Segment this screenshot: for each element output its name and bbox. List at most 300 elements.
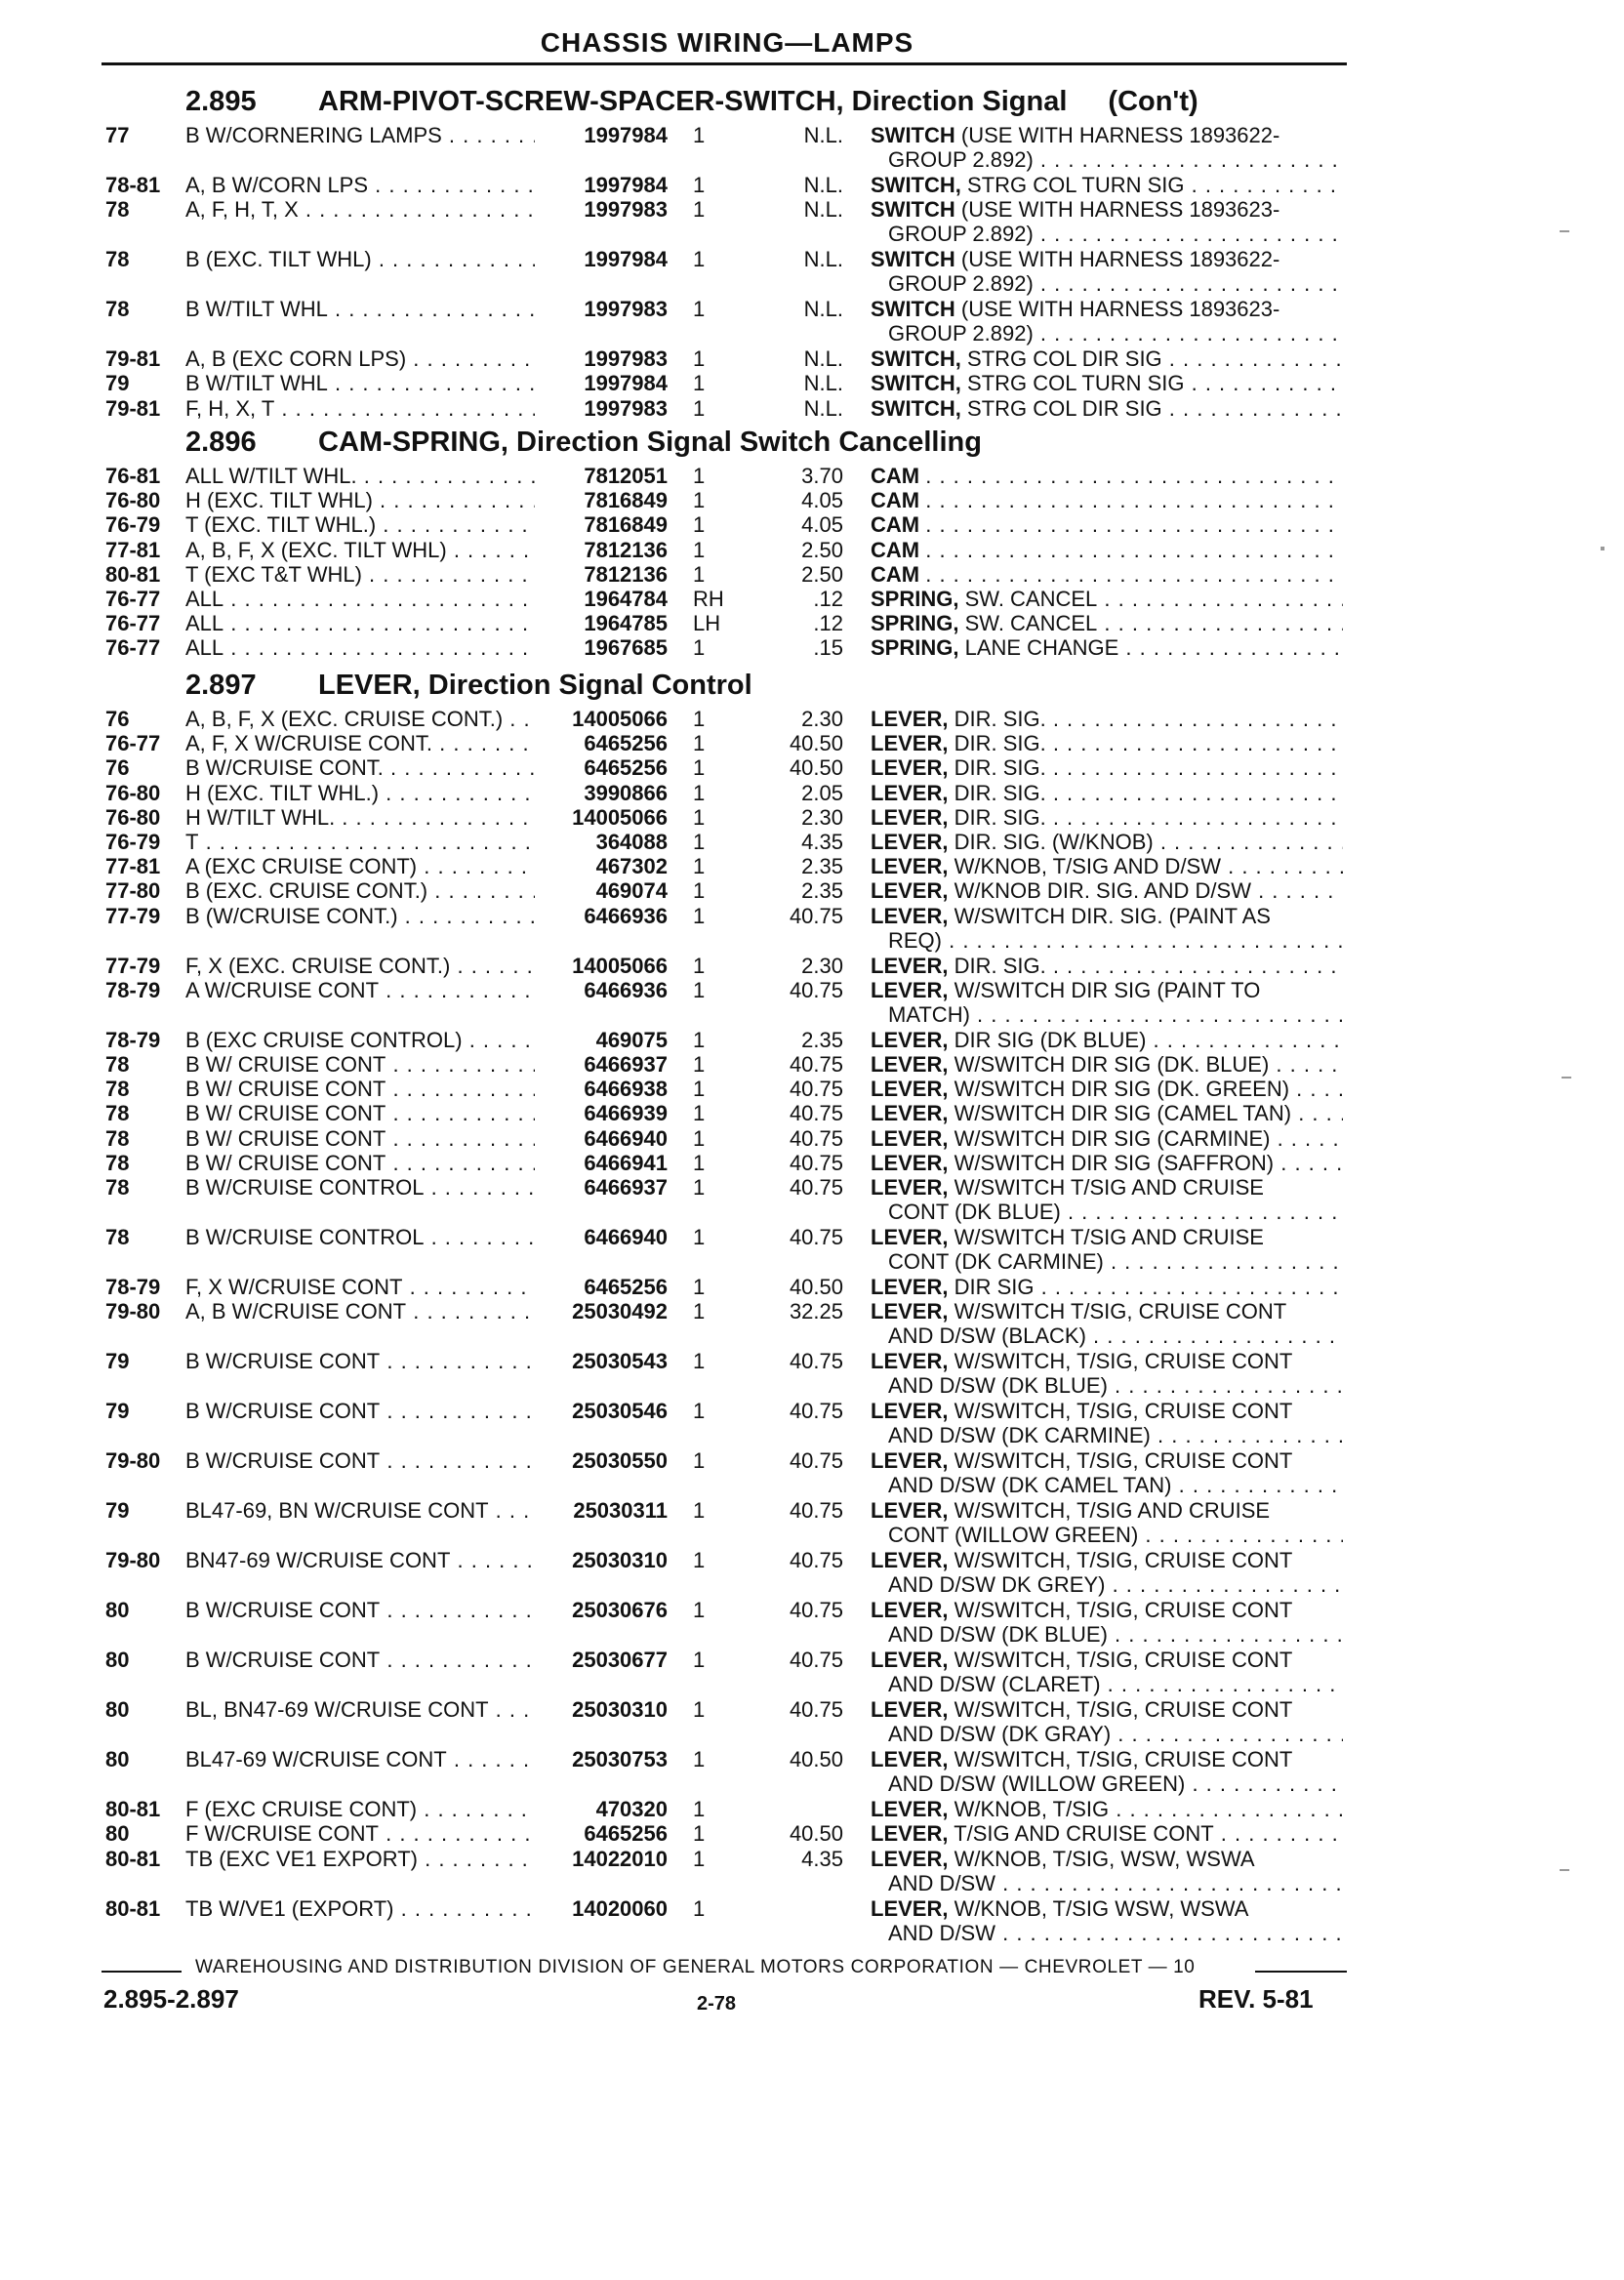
part-name-keyword: LEVER, <box>871 1448 949 1474</box>
part-name <box>871 464 1343 488</box>
part-number: 6466936 <box>584 903 668 928</box>
part-name-detail: DIR. SIG. <box>954 755 1046 781</box>
model-year: 79-81 <box>105 395 161 421</box>
application: BN47-69 W/CRUISE CONT . . . <box>185 1548 535 1572</box>
model-year: 76-81 <box>105 464 161 488</box>
quantity: 1 <box>693 1797 706 1822</box>
part-name <box>871 1821 1343 1846</box>
list-price: N.L. <box>803 371 843 396</box>
part-name-detail: W/KNOB, T/SIG <box>954 1797 1110 1822</box>
section-number: 2.896 <box>185 427 257 458</box>
part-name <box>871 755 1343 780</box>
model-year: 79 <box>105 1498 130 1524</box>
part-name <box>871 247 1343 296</box>
part-name-detail: LANE CHANGE <box>964 635 1119 661</box>
quantity: 1 <box>693 371 706 396</box>
part-name-continuation: AND D/SW (DK CAMEL TAN) . . . <box>871 1473 1343 1497</box>
part-name-continuation: AND D/SW (DK GRAY) . . . <box>871 1722 1343 1746</box>
scan-speck <box>1601 547 1604 550</box>
application: B W/CRUISE CONT . . . <box>185 1598 535 1622</box>
part-name <box>871 904 1343 953</box>
part-name-keyword: LEVER, <box>871 1275 949 1299</box>
model-year: 78-79 <box>105 1275 161 1299</box>
application: A, B W/CRUISE CONT . . . <box>185 1299 535 1323</box>
part-name <box>871 1275 1343 1299</box>
part-name-keyword: SPRING, <box>871 635 959 661</box>
part-name-detail: W/SWITCH, T/SIG, CRUISE CONT <box>954 1598 1293 1623</box>
application: A (EXC CRUISE CONT) . . . <box>185 854 535 878</box>
part-number: 3990866 <box>584 780 668 805</box>
part-name-detail: (USE WITH HARNESS 1893622- <box>960 247 1280 272</box>
part-name-detail: (USE WITH HARNESS 1893622- <box>960 123 1280 147</box>
list-price: 40.75 <box>789 1648 843 1673</box>
part-name-detail: W/SWITCH, T/SIG, CRUISE CONT <box>954 1747 1293 1772</box>
part-name-keyword: LEVER, <box>871 1598 949 1623</box>
part-name <box>871 488 1343 512</box>
quantity: 1 <box>693 1598 706 1623</box>
part-name-detail: W/SWITCH, T/SIG, CRUISE CONT <box>954 1349 1293 1374</box>
model-year: 78 <box>105 1225 130 1249</box>
footer-rule-left <box>102 1971 182 1973</box>
application: B W/ CRUISE CONT . . . <box>185 1052 535 1077</box>
model-year: 80 <box>105 1747 130 1772</box>
part-name-continuation: REQ) . . . <box>871 928 1343 953</box>
part-name <box>871 1225 1343 1274</box>
model-year: 76-79 <box>105 830 161 854</box>
list-price: 40.75 <box>789 1077 843 1102</box>
part-name <box>871 1175 1343 1224</box>
page-title: CHASSIS WIRING—LAMPS <box>540 27 914 58</box>
application: B W/CRUISE CONTROL . . . <box>185 1175 535 1200</box>
part-number: 25030677 <box>572 1648 668 1673</box>
part-name-detail: W/SWITCH DIR. SIG. (PAINT AS <box>954 903 1271 928</box>
part-name-keyword: LEVER, <box>871 1077 949 1102</box>
part-number: 25030546 <box>572 1399 668 1424</box>
list-price: 40.75 <box>789 1548 843 1573</box>
part-name-keyword: CAM <box>871 537 920 562</box>
section-heading <box>185 670 752 702</box>
part-name-detail: W/SWITCH, T/SIG, CRUISE CONT <box>954 1548 1293 1573</box>
list-price: 4.05 <box>801 488 843 513</box>
application: B (EXC. CRUISE CONT.) . . . <box>185 878 535 903</box>
part-name-continuation: GROUP 2.892) . . . <box>871 222 1343 246</box>
part-number: 6466940 <box>584 1225 668 1249</box>
application: B W/TILT WHL . . . <box>185 297 535 321</box>
application: ALL W/TILT WHL. . . . <box>185 464 535 488</box>
quantity: 1 <box>693 830 706 854</box>
quantity: 1 <box>693 903 706 928</box>
model-year: 76-77 <box>105 611 161 636</box>
part-name-detail: W/KNOB, T/SIG WSW, WSWA <box>954 1895 1249 1921</box>
section-heading <box>185 427 982 459</box>
quantity: 1 <box>693 488 706 513</box>
list-price: 3.70 <box>801 464 843 488</box>
part-name-detail: DIR SIG <box>954 1275 1035 1299</box>
part-number: 25030492 <box>572 1299 668 1324</box>
application: T (EXC. TILT WHL.) . . . <box>185 512 535 537</box>
quantity: 1 <box>693 1697 706 1723</box>
part-name-keyword: SPRING, <box>871 587 959 611</box>
application: B (EXC CRUISE CONTROL) . . . <box>185 1028 535 1052</box>
list-price: 2.30 <box>801 707 843 731</box>
list-price: 40.75 <box>789 1598 843 1623</box>
part-name <box>871 123 1343 172</box>
quantity: 1 <box>693 1349 706 1374</box>
model-year: 76-80 <box>105 804 161 830</box>
application: A, F, H, T, X . . . <box>185 197 535 222</box>
model-year: 76 <box>105 707 130 731</box>
part-name <box>871 1498 1343 1547</box>
application: A, B W/CORN LPS . . . <box>185 173 535 197</box>
application: H (EXC. TILT WHL.) . . . <box>185 781 535 805</box>
part-name-detail: DIR SIG (DK BLUE) <box>954 1027 1147 1052</box>
part-name <box>871 854 1343 878</box>
part-name-detail: W/SWITCH, T/SIG, CRUISE CONT <box>954 1399 1293 1424</box>
part-name <box>871 805 1343 830</box>
model-year: 80-81 <box>105 1797 161 1822</box>
part-name <box>871 954 1343 978</box>
application: H (EXC. TILT WHL) . . . <box>185 488 535 512</box>
part-name-detail: W/SWITCH DIR SIG (PAINT TO <box>954 977 1261 1002</box>
part-name-detail: STRG COL TURN SIG <box>967 173 1185 197</box>
section-heading <box>185 86 1198 118</box>
footer-revision: REV. 5-81 <box>1198 1984 1314 2014</box>
list-price: 40.75 <box>789 1225 843 1249</box>
list-price: 40.75 <box>789 1150 843 1175</box>
list-price: .15 <box>813 635 843 661</box>
application: F, H, X, T . . . <box>185 396 535 421</box>
part-name-keyword: SWITCH, <box>871 371 961 396</box>
section-title: CAM-SPRING, Direction Signal Switch Cancelling <box>318 427 982 458</box>
list-price: 4.35 <box>801 1846 843 1871</box>
quantity: 1 <box>693 297 706 322</box>
model-year: 80-81 <box>105 1895 161 1921</box>
footer-group-range: 2.895-2.897 <box>103 1984 239 2014</box>
model-year: 78 <box>105 197 130 223</box>
list-price: 2.35 <box>801 854 843 879</box>
part-number: 14005066 <box>572 804 668 830</box>
model-year: 79-80 <box>105 1299 161 1324</box>
list-price: 40.75 <box>789 1448 843 1474</box>
footer-page-number: 2-78 <box>697 1993 737 2015</box>
part-name <box>871 781 1343 805</box>
part-name-keyword: LEVER, <box>871 1299 949 1324</box>
part-number: 1997984 <box>584 247 668 272</box>
model-year: 78 <box>105 1150 130 1175</box>
application: BL47-69, BN W/CRUISE CONT . . . <box>185 1498 535 1523</box>
part-name-keyword: CAM <box>871 464 920 488</box>
part-number: 6466936 <box>584 977 668 1002</box>
part-name-continuation: AND D/SW (DK BLUE) . . . <box>871 1622 1343 1647</box>
list-price: 40.50 <box>789 731 843 756</box>
list-price: 2.35 <box>801 1027 843 1052</box>
part-name-detail: W/SWITCH DIR SIG (CAMEL TAN) <box>954 1101 1292 1126</box>
part-name-keyword: SWITCH, <box>871 395 961 421</box>
part-name-keyword: SWITCH <box>871 297 955 322</box>
list-price: 40.75 <box>789 1697 843 1723</box>
model-year: 78 <box>105 1077 130 1102</box>
part-name-keyword: LEVER, <box>871 1027 949 1052</box>
application: H W/TILT WHL. . . . <box>185 805 535 830</box>
quantity: 1 <box>693 1846 706 1871</box>
part-name <box>871 1697 1343 1746</box>
section-continued: (Con't) <box>1108 86 1198 117</box>
application: B W/ CRUISE CONT . . . <box>185 1077 535 1101</box>
list-price: 40.50 <box>789 755 843 781</box>
section-title: LEVER, Direction Signal Control <box>318 670 752 701</box>
list-price: 40.75 <box>789 1349 843 1374</box>
part-name-detail: W/SWITCH, T/SIG, CRUISE CONT <box>954 1448 1293 1474</box>
quantity: 1 <box>693 707 706 731</box>
part-number: 1997983 <box>584 297 668 322</box>
footer-publisher-line: WAREHOUSING AND DISTRIBUTION DIVISION OF GENERAL MOTORS CORPORATION — CHEVROLET — 10 <box>195 1957 1196 1977</box>
application: B W/CRUISE CONTROL . . . <box>185 1225 535 1249</box>
part-name-continuation: CONT (DK BLUE) . . . <box>871 1200 1343 1224</box>
list-price: 40.50 <box>789 1747 843 1772</box>
list-price: 2.50 <box>801 537 843 562</box>
part-name-continuation: MATCH) . . . <box>871 1002 1343 1027</box>
part-number: 1997983 <box>584 197 668 223</box>
quantity: 1 <box>693 1175 706 1200</box>
part-name <box>871 1349 1343 1398</box>
model-year: 76-79 <box>105 512 161 538</box>
part-name-keyword: LEVER, <box>871 1349 949 1374</box>
part-name-detail: STRG COL DIR SIG <box>967 346 1162 372</box>
footer-rule-right <box>1255 1971 1347 1973</box>
list-price: 2.35 <box>801 878 843 904</box>
part-name-keyword: LEVER, <box>871 780 949 805</box>
model-year: 76-77 <box>105 635 161 661</box>
model-year: 76-80 <box>105 488 161 513</box>
scan-speck <box>1560 1869 1569 1871</box>
part-name-detail: W/SWITCH T/SIG AND CRUISE <box>954 1175 1264 1200</box>
part-name-continuation: AND D/SW DK GREY) . . . <box>871 1572 1343 1597</box>
application: A W/CRUISE CONT . . . <box>185 978 535 1002</box>
part-number: 469075 <box>595 1027 668 1052</box>
quantity: 1 <box>693 1399 706 1424</box>
model-year: 77-79 <box>105 903 161 928</box>
part-name-keyword: LEVER, <box>871 1548 949 1573</box>
part-name-continuation: CONT (DK CARMINE) . . . <box>871 1249 1343 1274</box>
list-price: 40.50 <box>789 1821 843 1847</box>
part-number: 6465256 <box>584 1275 668 1299</box>
part-name-keyword: LEVER, <box>871 830 949 854</box>
part-name-keyword: CAM <box>871 488 920 513</box>
part-number: 1997983 <box>584 346 668 372</box>
list-price: .12 <box>813 611 843 636</box>
quantity: 1 <box>693 537 706 562</box>
scan-speck <box>1560 230 1569 232</box>
part-name-continuation: GROUP 2.892) . . . <box>871 271 1343 296</box>
part-name <box>871 1598 1343 1647</box>
application: B (EXC. TILT WHL) . . . <box>185 247 535 271</box>
part-number: 6466937 <box>584 1052 668 1077</box>
part-name <box>871 830 1343 854</box>
model-year: 77-81 <box>105 537 161 562</box>
quantity: 1 <box>693 780 706 805</box>
part-name <box>871 512 1343 537</box>
model-year: 79-81 <box>105 346 161 372</box>
part-name <box>871 538 1343 562</box>
part-name <box>871 1052 1343 1077</box>
part-name-detail: W/KNOB, T/SIG AND D/SW <box>954 854 1221 879</box>
part-number: 25030311 <box>573 1498 668 1524</box>
part-name <box>871 1548 1343 1597</box>
model-year: 79 <box>105 1349 130 1374</box>
list-price: 4.05 <box>801 512 843 538</box>
quantity: 1 <box>693 854 706 879</box>
application: T . . . <box>185 830 535 854</box>
quantity: 1 <box>693 635 706 661</box>
part-number: 6466939 <box>584 1101 668 1126</box>
application: B W/CRUISE CONT . . . <box>185 1399 535 1423</box>
part-name <box>871 371 1343 395</box>
part-name-detail: W/SWITCH, T/SIG, CRUISE CONT <box>954 1697 1293 1723</box>
part-name <box>871 587 1343 611</box>
list-price: 32.25 <box>789 1299 843 1324</box>
part-name-keyword: LEVER, <box>871 1648 949 1673</box>
part-number: 1964784 <box>584 587 668 611</box>
application: B W/CRUISE CONT . . . <box>185 1648 535 1672</box>
quantity: 1 <box>693 1747 706 1772</box>
model-year: 78 <box>105 1052 130 1077</box>
list-price: N.L. <box>803 123 843 147</box>
part-name-continuation: AND D/SW (DK CARMINE) . . . <box>871 1423 1343 1447</box>
part-name-keyword: LEVER, <box>871 1101 949 1126</box>
application: BL, BN47-69 W/CRUISE CONT . . . <box>185 1697 535 1722</box>
quantity: 1 <box>693 1052 706 1077</box>
list-price: 40.75 <box>789 1175 843 1200</box>
part-number: 25030543 <box>572 1349 668 1374</box>
part-number: 1997984 <box>584 123 668 147</box>
part-name-keyword: LEVER, <box>871 1697 949 1723</box>
part-name-keyword: LEVER, <box>871 1747 949 1772</box>
part-name <box>871 878 1343 903</box>
part-name <box>871 1299 1343 1348</box>
part-name-detail: DIR. SIG. <box>954 953 1046 978</box>
list-price: .12 <box>813 587 843 611</box>
part-number: 1997983 <box>584 395 668 421</box>
list-price: 40.75 <box>789 1498 843 1524</box>
part-name-detail: W/KNOB DIR. SIG. AND D/SW <box>954 878 1251 904</box>
model-year: 79-80 <box>105 1448 161 1474</box>
quantity: 1 <box>693 173 706 197</box>
list-price: 2.30 <box>801 953 843 978</box>
part-name-keyword: CAM <box>871 561 920 587</box>
list-price: N.L. <box>803 247 843 272</box>
application: ALL . . . <box>185 587 535 611</box>
model-year: 78-79 <box>105 977 161 1002</box>
part-name <box>871 1399 1343 1447</box>
part-number: 6465256 <box>584 1821 668 1847</box>
part-number: 25030310 <box>572 1548 668 1573</box>
list-price: 2.05 <box>801 780 843 805</box>
part-name-keyword: LEVER, <box>871 977 949 1002</box>
part-number: 14020060 <box>572 1895 668 1921</box>
quantity: 1 <box>693 247 706 272</box>
part-name-detail: W/SWITCH DIR SIG (DK. GREEN) <box>954 1077 1290 1102</box>
part-name-keyword: LEVER, <box>871 1821 949 1847</box>
part-name-keyword: LEVER, <box>871 1125 949 1151</box>
part-name-continuation: GROUP 2.892) . . . <box>871 321 1343 346</box>
part-number: 25030310 <box>572 1697 668 1723</box>
part-name-detail: DIR. SIG. (W/KNOB) <box>954 830 1154 854</box>
list-price: 4.35 <box>801 830 843 854</box>
part-name-keyword: CAM <box>871 512 920 538</box>
model-year: 78 <box>105 1101 130 1126</box>
part-name <box>871 635 1343 660</box>
list-price: 2.50 <box>801 561 843 587</box>
part-name-detail: DIR. SIG. <box>954 731 1046 756</box>
part-number: 25030753 <box>572 1747 668 1772</box>
application: ALL . . . <box>185 635 535 660</box>
model-year: 76 <box>105 755 130 781</box>
part-name <box>871 1847 1343 1895</box>
list-price: 40.75 <box>789 1101 843 1126</box>
application: A, B (EXC CORN LPS) . . . <box>185 346 535 371</box>
part-name-keyword: LEVER, <box>871 1225 949 1249</box>
header-rule <box>102 62 1347 65</box>
quantity: 1 <box>693 1101 706 1126</box>
quantity: 1 <box>693 1548 706 1573</box>
part-name-keyword: LEVER, <box>871 1150 949 1175</box>
model-year: 76-80 <box>105 780 161 805</box>
part-name-keyword: LEVER, <box>871 1498 949 1524</box>
part-name <box>871 562 1343 587</box>
model-year: 78-81 <box>105 173 161 197</box>
part-name-detail: SW. CANCEL <box>964 611 1098 636</box>
application: TB (EXC VE1 EXPORT) . . . <box>185 1847 535 1871</box>
application: B W/CRUISE CONT . . . <box>185 1349 535 1373</box>
quantity: RH <box>693 587 724 611</box>
quantity: 1 <box>693 1821 706 1847</box>
part-number: 14022010 <box>572 1846 668 1871</box>
part-number: 1967685 <box>584 635 668 661</box>
model-year: 77-80 <box>105 878 161 904</box>
application: F, X (EXC. CRUISE CONT.) . . . <box>185 954 535 978</box>
part-name-keyword: SWITCH <box>871 123 955 147</box>
part-name <box>871 1028 1343 1052</box>
part-number: 364088 <box>595 830 668 854</box>
part-name-detail: DIR. SIG. <box>954 804 1046 830</box>
part-name-keyword: LEVER, <box>871 903 949 928</box>
model-year: 80-81 <box>105 561 161 587</box>
model-year: 79-80 <box>105 1548 161 1573</box>
application: B W/ CRUISE CONT . . . <box>185 1151 535 1175</box>
quantity: 1 <box>693 561 706 587</box>
part-name-detail: DIR. SIG. <box>954 707 1046 731</box>
quantity: 1 <box>693 512 706 538</box>
part-name <box>871 707 1343 731</box>
model-year: 77-81 <box>105 854 161 879</box>
model-year: 78-79 <box>105 1027 161 1052</box>
list-price: N.L. <box>803 346 843 372</box>
part-number: 467302 <box>595 854 668 879</box>
part-name-keyword: LEVER, <box>871 707 949 731</box>
list-price: N.L. <box>803 395 843 421</box>
part-number: 470320 <box>595 1797 668 1822</box>
application: A, B, F, X (EXC. CRUISE CONT.) . . . <box>185 707 535 731</box>
quantity: 1 <box>693 1448 706 1474</box>
quantity: 1 <box>693 1027 706 1052</box>
part-name <box>871 197 1343 246</box>
list-price: N.L. <box>803 297 843 322</box>
part-number: 14005066 <box>572 953 668 978</box>
part-name-keyword: LEVER, <box>871 953 949 978</box>
quantity: 1 <box>693 197 706 223</box>
model-year: 78 <box>105 1125 130 1151</box>
part-name-detail: W/KNOB, T/SIG, WSW, WSWA <box>954 1846 1255 1871</box>
